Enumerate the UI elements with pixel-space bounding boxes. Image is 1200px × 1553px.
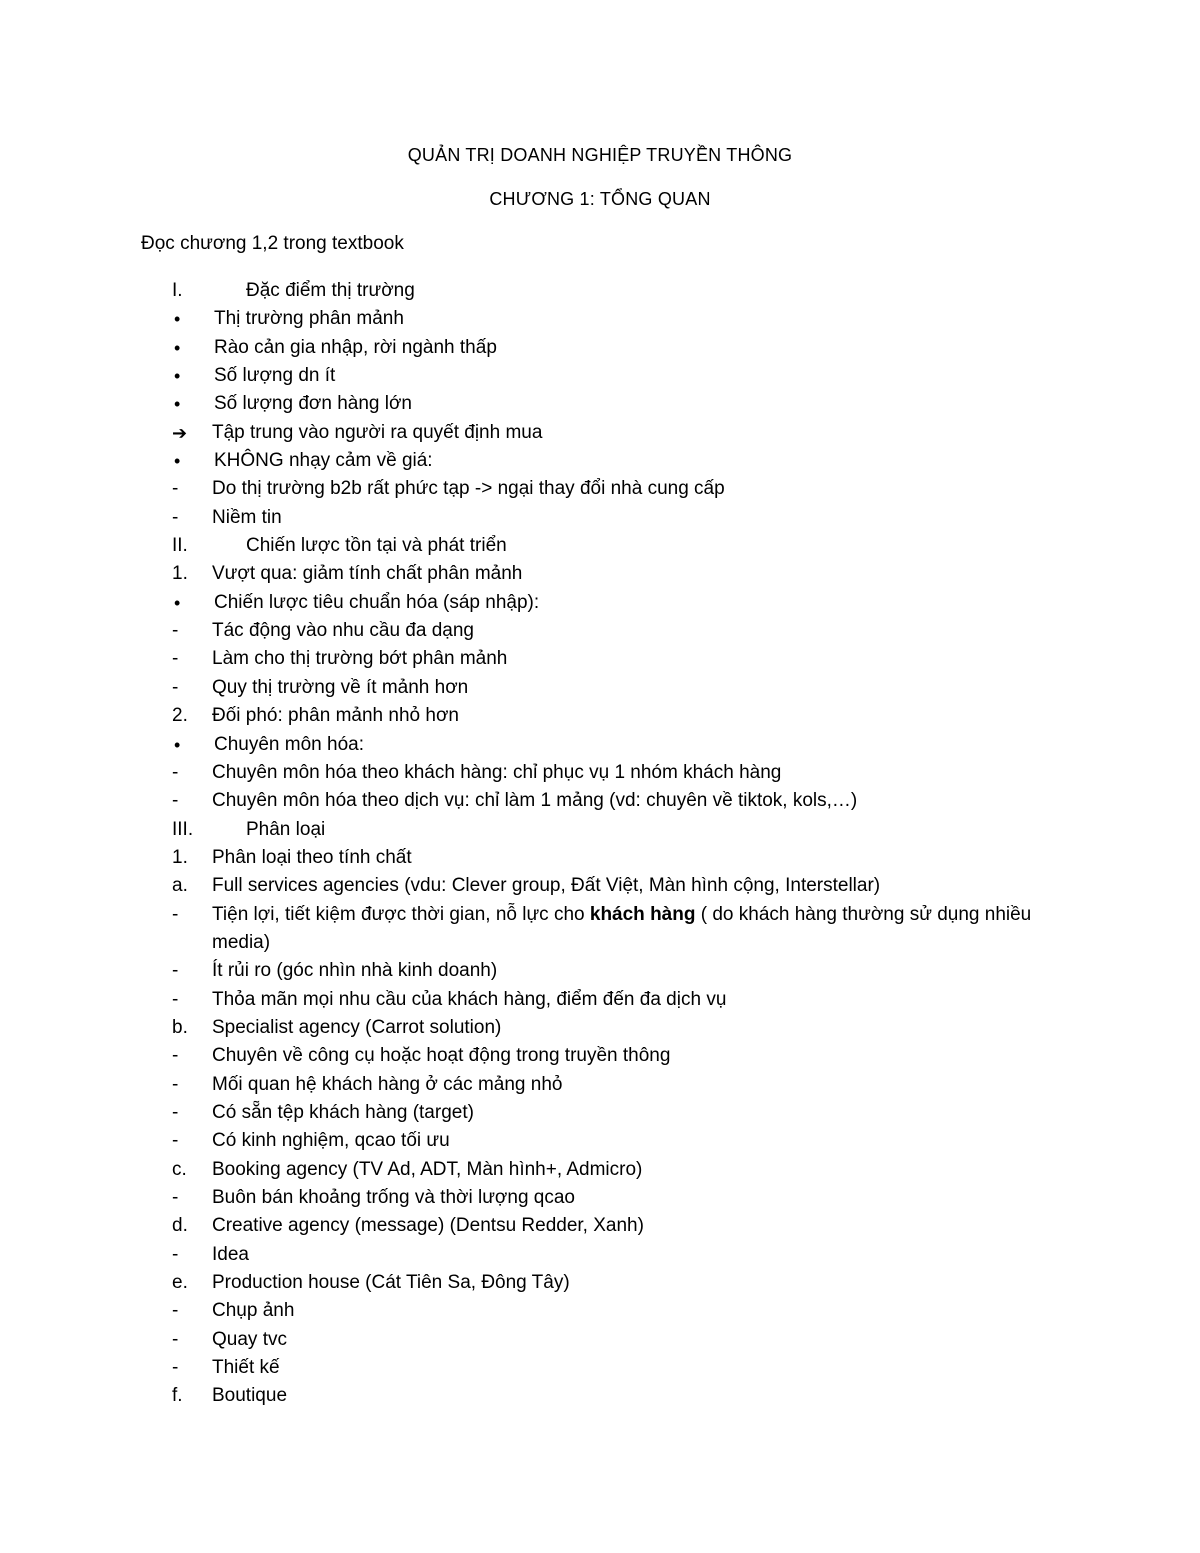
list-item bbox=[172, 617, 1072, 645]
list-text: Idea bbox=[212, 1243, 249, 1265]
list-marker: 1. bbox=[172, 846, 188, 868]
list-item bbox=[172, 1269, 1072, 1297]
list-item bbox=[172, 1354, 1072, 1382]
list-item bbox=[172, 1127, 1072, 1155]
bullet-icon: • bbox=[174, 394, 181, 415]
list-item bbox=[172, 305, 1072, 333]
list-item bbox=[172, 844, 1072, 872]
list-item bbox=[172, 277, 1072, 305]
list-item bbox=[172, 589, 1072, 617]
dash-marker: - bbox=[172, 988, 179, 1010]
list-text: Phân loại bbox=[246, 818, 326, 840]
list-item bbox=[172, 1071, 1072, 1099]
list-text-bold: khách hàng bbox=[589, 903, 696, 925]
list-text: Full services agencies (vdu: Clever group, Đất Việt, Màn hình cộng, Interstellar) bbox=[212, 875, 881, 897]
list-text: Vượt qua: giảm tính chất phân mảnh bbox=[212, 563, 523, 585]
list-text: Quay tvc bbox=[212, 1328, 287, 1350]
arrow-right-icon: ➔ bbox=[172, 422, 188, 443]
bullet-icon: • bbox=[174, 451, 181, 472]
list-text: Chụp ảnh bbox=[212, 1300, 295, 1322]
intro-line: Đọc chương 1,2 trong textbook bbox=[141, 233, 404, 254]
list-text: Làm cho thị trường bớt phân mảnh bbox=[212, 648, 508, 670]
list-item bbox=[172, 362, 1072, 390]
list-text: Chuyên về công cụ hoặc hoạt động trong truyền thông bbox=[212, 1045, 671, 1067]
bullet-icon: • bbox=[174, 366, 181, 387]
list-item bbox=[172, 1014, 1072, 1042]
dash-marker: - bbox=[172, 1073, 179, 1095]
dash-marker: - bbox=[172, 790, 179, 812]
list-text: Quy thị trường về ít mảnh hơn bbox=[212, 676, 469, 698]
list-item bbox=[172, 759, 1072, 787]
list-marker: 2. bbox=[172, 705, 188, 727]
dash-marker: - bbox=[172, 903, 179, 925]
list-item bbox=[172, 986, 1072, 1014]
list-item bbox=[172, 1241, 1072, 1269]
list-item bbox=[172, 957, 1072, 985]
list-text: Rào cản gia nhập, rời ngành thấp bbox=[214, 336, 497, 358]
list-marker: I. bbox=[172, 280, 183, 301]
list-item bbox=[172, 872, 1072, 900]
list-item bbox=[172, 1184, 1072, 1212]
list-text: Đặc điểm thị trường bbox=[246, 280, 415, 301]
list-marker: a. bbox=[172, 875, 188, 897]
list-text: Thiết kế bbox=[212, 1357, 280, 1379]
list-item bbox=[172, 731, 1072, 759]
list-text: Phân loại theo tính chất bbox=[212, 846, 412, 868]
list-item bbox=[172, 1382, 1072, 1410]
list-item bbox=[172, 560, 1072, 588]
dash-marker: - bbox=[172, 960, 179, 982]
list-text: Thị trường phân mảnh bbox=[214, 308, 404, 330]
list-text: Đối phó: phân mảnh nhỏ hơn bbox=[212, 705, 459, 727]
list-text: Buôn bán khoảng trống và thời lượng qcao bbox=[212, 1187, 575, 1208]
list-text-part: ( do khách hàng thường sử dụng nhiều media) bbox=[212, 903, 1032, 953]
list-text: Boutique bbox=[212, 1385, 288, 1407]
list-marker: 1. bbox=[172, 563, 188, 585]
dash-marker: - bbox=[172, 1243, 179, 1265]
list-item bbox=[172, 1326, 1072, 1354]
list-text: Niềm tin bbox=[212, 506, 282, 528]
list-item bbox=[172, 532, 1072, 560]
list-item bbox=[172, 334, 1072, 362]
dash-marker: - bbox=[172, 620, 179, 642]
dash-marker: - bbox=[172, 1357, 179, 1379]
list-marker: d. bbox=[172, 1215, 188, 1237]
dash-marker: - bbox=[172, 478, 179, 500]
list-text bbox=[212, 901, 1072, 958]
list-text: Tác động vào nhu cầu đa dạng bbox=[212, 620, 474, 642]
list-item bbox=[172, 447, 1072, 475]
list-marker: c. bbox=[172, 1158, 187, 1180]
list-text: Chiến lược tồn tại và phát triển bbox=[246, 535, 507, 557]
list-text: KHÔNG nhạy cảm về giá: bbox=[214, 450, 433, 472]
list-text: Có sẵn tệp khách hàng (target) bbox=[212, 1101, 474, 1123]
list-item bbox=[172, 1042, 1072, 1070]
list-text: Tập trung vào người ra quyết định mua bbox=[212, 421, 543, 443]
list-text: Mối quan hệ khách hàng ở các mảng nhỏ bbox=[212, 1073, 563, 1095]
dash-marker: - bbox=[172, 1045, 179, 1067]
dash-marker: - bbox=[172, 648, 179, 670]
dash-marker: - bbox=[172, 1328, 179, 1350]
list-text: Thỏa mãn mọi nhu cầu của khách hàng, điểm đến đa dịch vụ bbox=[212, 988, 727, 1010]
bullet-icon: • bbox=[174, 592, 181, 613]
list-text: Creative agency (message) (Dentsu Redder, Xanh) bbox=[212, 1215, 644, 1237]
list-item bbox=[172, 702, 1072, 730]
list-text: Có kinh nghiệm, qcao tối ưu bbox=[212, 1130, 450, 1152]
list-text: Do thị trường b2b rất phức tạp -> ngại thay đổi nhà cung cấp bbox=[212, 478, 725, 500]
chapter-title: CHƯƠNG 1: TỔNG QUAN bbox=[489, 189, 711, 209]
dash-marker: - bbox=[172, 676, 179, 698]
list-item bbox=[172, 816, 1072, 844]
list-text: Số lượng dn ít bbox=[214, 365, 336, 387]
list-item bbox=[172, 475, 1072, 503]
bullet-icon: • bbox=[174, 337, 181, 358]
document-title: QUẢN TRỊ DOANH NGHIỆP TRUYỀN THÔNG bbox=[407, 145, 793, 165]
list-item bbox=[172, 674, 1072, 702]
list-text: Ít rủi ro (góc nhìn nhà kinh doanh) bbox=[212, 960, 498, 982]
list-item bbox=[172, 1156, 1072, 1184]
list-item bbox=[172, 645, 1072, 673]
bullet-icon: • bbox=[174, 309, 181, 330]
list-text: Số lượng đơn hàng lớn bbox=[214, 393, 412, 415]
list-item bbox=[172, 901, 1072, 958]
dash-marker: - bbox=[172, 1130, 179, 1152]
list-marker: f. bbox=[172, 1385, 183, 1407]
list-marker: e. bbox=[172, 1272, 188, 1294]
list-item bbox=[172, 1297, 1072, 1325]
list-text: Chuyên môn hóa theo dịch vụ: chỉ làm 1 mảng (vd: chuyên về tiktok, kols,…) bbox=[212, 790, 858, 812]
dash-marker: - bbox=[172, 761, 179, 783]
list-text: Chiến lược tiêu chuẩn hóa (sáp nhập): bbox=[214, 591, 540, 613]
dash-marker: - bbox=[172, 1101, 179, 1123]
list-item bbox=[172, 787, 1072, 815]
list-text: Booking agency (TV Ad, ADT, Màn hình+, Admicro) bbox=[212, 1158, 643, 1180]
list-marker: b. bbox=[172, 1016, 188, 1038]
bullet-icon: • bbox=[174, 734, 181, 755]
list-text: Production house (Cát Tiên Sa, Đông Tây) bbox=[212, 1272, 570, 1294]
list-text: Chuyên môn hóa: bbox=[214, 733, 364, 755]
list-item bbox=[172, 419, 1072, 447]
list-item bbox=[172, 1099, 1072, 1127]
list-item bbox=[172, 390, 1072, 418]
list-text: Chuyên môn hóa theo khách hàng: chỉ phục vụ 1 nhóm khách hàng bbox=[212, 761, 782, 783]
dash-marker: - bbox=[172, 506, 179, 528]
list-item bbox=[172, 1212, 1072, 1240]
dash-marker: - bbox=[172, 1187, 179, 1208]
list-item bbox=[172, 504, 1072, 532]
list-text: Specialist agency (Carrot solution) bbox=[212, 1016, 502, 1038]
list-marker: II. bbox=[172, 535, 188, 557]
list-marker: III. bbox=[172, 818, 194, 840]
list-text-part: Tiện lợi, tiết kiệm được thời gian, nỗ lực cho bbox=[212, 903, 590, 925]
dash-marker: - bbox=[172, 1300, 179, 1322]
outline-list bbox=[172, 277, 1072, 1411]
